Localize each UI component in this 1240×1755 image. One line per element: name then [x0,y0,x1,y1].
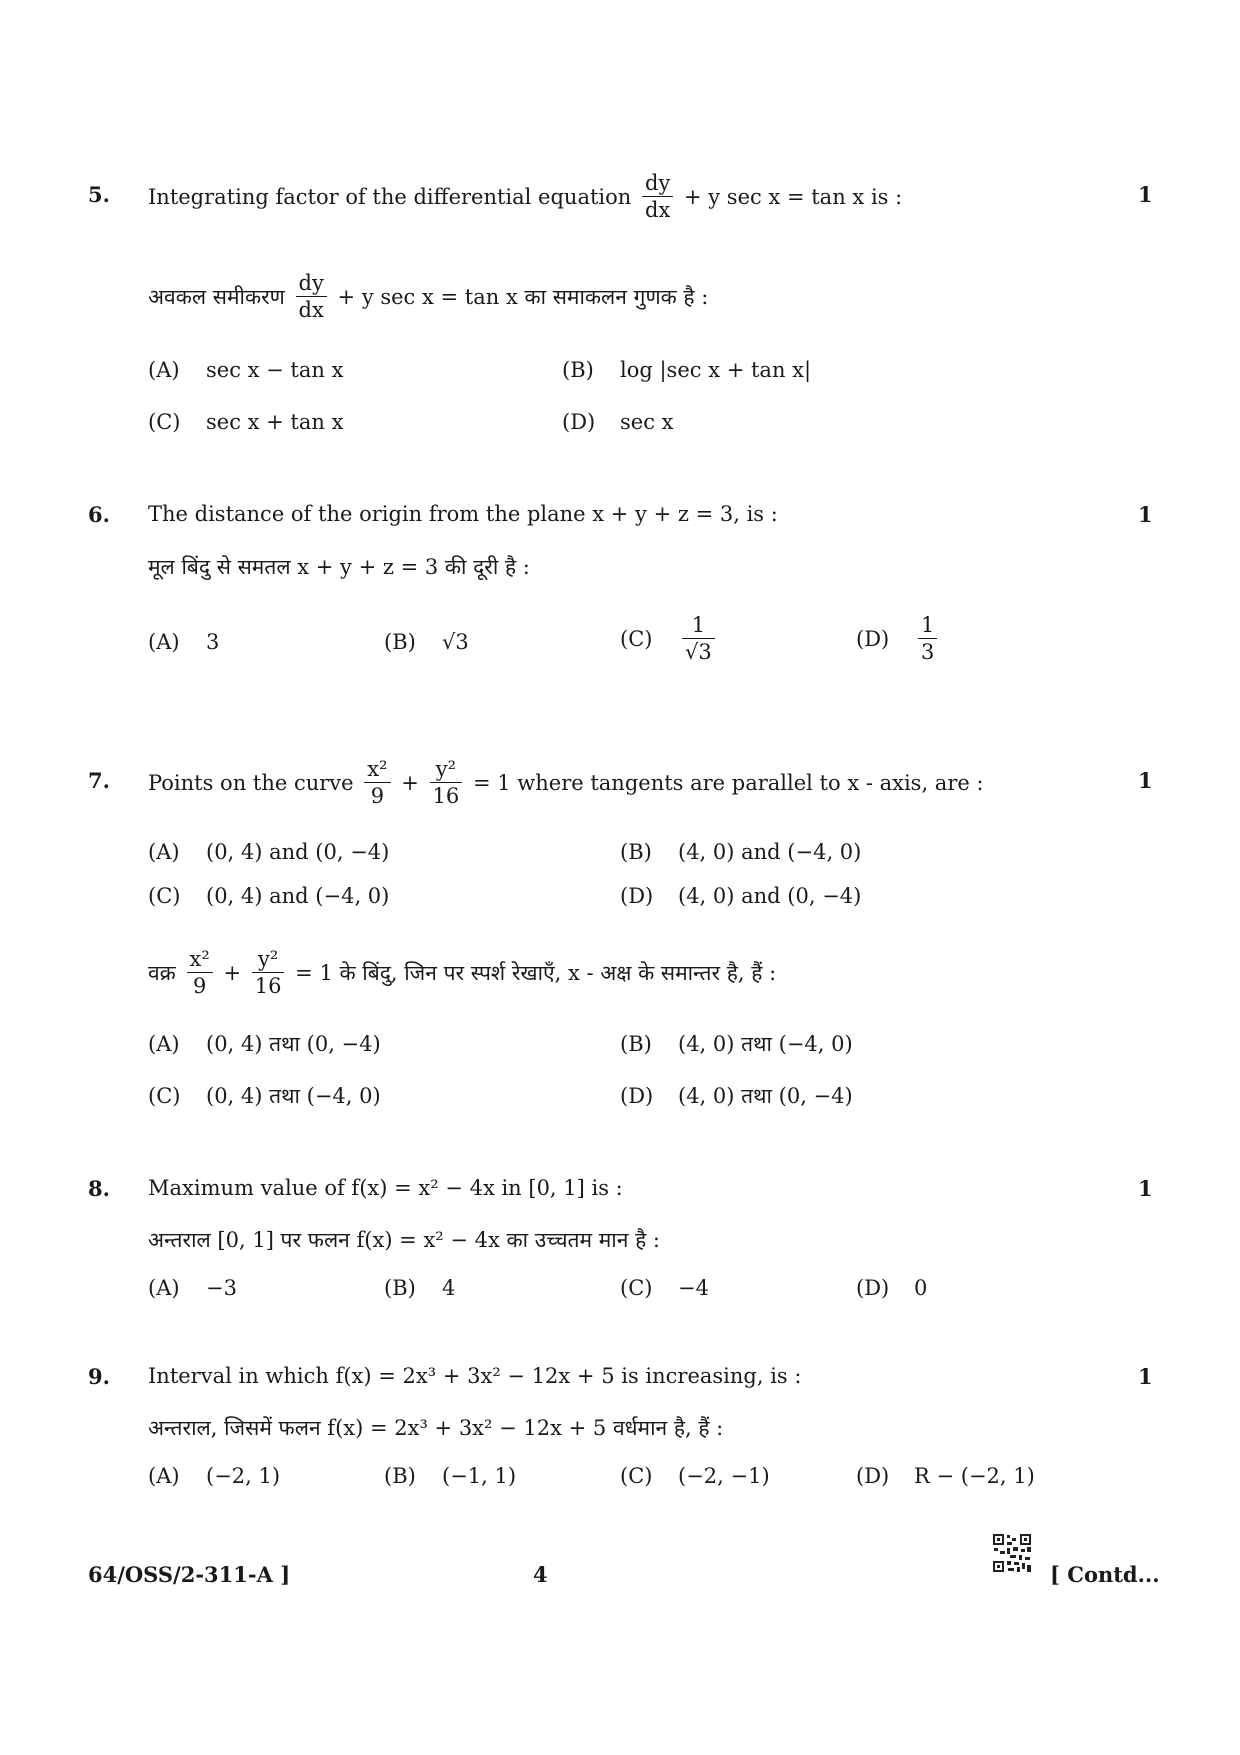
q5-hi-before: अवकल समीकरण [148,284,285,309]
paper-code: 64/OSS/2-311-A ] [88,1562,291,1587]
q6-option-a: (A) 3 [148,630,220,654]
q8-en-text: Maximum value of f(x) = x² − 4x in [0, 1] is : [148,1176,623,1200]
q8-marks: 1 [1138,1176,1153,1201]
q7-hi-option-a: (A) (0, 4) तथा (0, −4) [148,1032,381,1056]
q7-marks: 1 [1138,768,1153,793]
q5-en-after: is : [870,184,903,209]
q9-number: 9. [88,1364,110,1389]
q8-hi-text: अन्तराल [0, 1] पर फलन f(x) = x² − 4x का उच्चतम मान है : [148,1228,660,1252]
q7-hi-option-c: (C) (0, 4) तथा (−4, 0) [148,1084,381,1108]
page-number: 4 [533,1562,548,1587]
q6-marks: 1 [1138,502,1153,527]
q6-option-d: (D) $\frac{1}{3}$ [856,612,941,665]
q7-hi-after: के बिंदु, जिन पर स्पर्श रेखाएँ, x - अक्ष के समान्तर है, हैं : [339,960,777,985]
q7-hi-eq-rest: = 1 [295,960,333,985]
q9-option-c: (C) (−2, −1) [620,1464,770,1488]
q9-en-text: Interval in which f(x) = 2x³ + 3x² − 12x + 5 is increasing, is : [148,1364,802,1388]
q7-en-option-a: (A) (0, 4) and (0, −4) [148,840,390,864]
exam-page: 5. Integrating factor of the differential equation $\frac{dy}{dx}$ + y sec x = tan x is : 1 अवकल समीकरण $\frac{dy}{dx}$ + y sec x = tan x का समाकलन गुणक है : (A) sec x − tan x (B) log |sec x + tan x| (C) sec x + tan x (D) sec x 6. The distance of the origin from the plane x + y + z = 3, is : 1 मूल बिंदु से समतल x + y + z = 3 की दूरी है : (A) 3 (B) √3 (C) $\frac{1}{√3}$ (D) $\frac{1}{3}$ 7. Points on the curve $\frac{\text{x²}}{9}$ + $\frac{\text{y²}}{16}$ = 1 where tangents are parallel to x - axis, are : 1 (A) (0, 4) and (0, −4) (B) (4, 0) and (−4, 0) (C) (0, 4) and (−4, 0) (D) (4, 0) and (0, −4) वक्र $\frac{\text{x²}}{9}$ + $\frac{\text{y²}}{16}$ = 1 के बिंदु, जिन पर स्पर्श रेखाएँ, x - अक्ष के समान्तर है, हैं : (A) (0, 4) तथा (0, −4) (B) (4, 0) तथा (−4, 0) (C) (0, 4) तथा (−4, 0) (D) (4, 0) तथा (0, −4) 8. Maximum value of f(x) = x² − 4x in [0, 1] is : 1 अन्तराल [0, 1] पर फलन f(x) = x² − 4x का उच्चतम मान है : (A) −3 (B) 4 (C) −4 (D) 0 9. Interval in which f(x) = 2x³ + 3x² − 12x + 5 is increasing, is : 1 अन्तराल, जिसमें फलन f(x) = 2x³ + 3x² − 12x + 5 वर्धमान है, हैं : (A) (−2, 1) (B) (−1, 1) (C) (−2, −1) (D) R − (−2, 1) 64/OSS/2-311-A ] 4 [ Contd... [88,171,1160,1587]
q8-option-c: (C) −4 [620,1276,709,1300]
q8-option-d: (D) 0 [856,1276,928,1300]
q7-hi-fraction-y: $\frac{\text{y²}}{16}$ [252,946,285,999]
q8-number: 8. [88,1176,110,1201]
q9-option-a: (A) (−2, 1) [148,1464,281,1488]
q7-hi-fraction-x: $\frac{\text{x²}}{9}$ [187,946,213,999]
q6-option-c: (C) $\frac{1}{√3}$ [620,612,719,665]
q7-eq-rest: = 1 [472,770,511,795]
q6-number: 6. [88,502,110,527]
q5-hi-eq-rest: + y sec x = tan x [337,284,518,309]
q7-fraction-x: $\frac{\text{x²}}{9}$ [364,756,390,809]
q6-hi-text: मूल बिंदु से समतल x + y + z = 3 की दूरी है : [148,555,530,579]
q5-marks: 1 [1138,182,1153,207]
q5-en-before: Integrating factor of the differential equation [148,184,632,209]
q7-number: 7. [88,768,110,793]
q7-hi-option-b: (B) (4, 0) तथा (−4, 0) [620,1032,853,1056]
q7-hi-option-d: (D) (4, 0) तथा (0, −4) [620,1084,853,1108]
q6-en-text: The distance of the origin from the plane x + y + z = 3, is : [148,502,778,526]
q5-option-a: (A) sec x − tan x [148,358,344,382]
q7-hi-before: वक्र [148,960,176,985]
q5-fraction: $\frac{dy}{dx}$ [642,170,673,223]
q9-hi-text: अन्तराल, जिसमें फलन f(x) = 2x³ + 3x² − 12x + 5 वर्धमान है, हैं : [148,1416,724,1440]
q5-option-b: (B) log |sec x + tan x| [562,358,812,382]
contd-label: [ Contd... [1050,1562,1160,1587]
q7-en-option-d: (D) (4, 0) and (0, −4) [620,884,862,908]
q7-en-after: where tangents are parallel to x - axis, are : [517,770,984,795]
q5-option-d: (D) sec x [562,410,674,434]
q5-hi-fraction: $\frac{dy}{dx}$ [296,270,327,323]
q9-marks: 1 [1138,1364,1153,1389]
q8-option-a: (A) −3 [148,1276,237,1300]
q5-number: 5. [88,182,110,207]
q8-option-b: (B) 4 [384,1276,456,1300]
q5-hi-after: का समाकलन गुणक है : [524,284,709,309]
q6-option-b: (B) √3 [384,630,469,654]
q7-en-before: Points on the curve [148,770,354,795]
q7-fraction-y: $\frac{\text{y²}}{16}$ [430,756,463,809]
q9-option-b: (B) (−1, 1) [384,1464,517,1488]
q5-eq-rest: + y sec x = tan x [684,184,865,209]
qr-code-icon [992,1533,1032,1573]
q5-option-c: (C) sec x + tan x [148,410,344,434]
q9-option-d: (D) R − (−2, 1) [856,1464,1035,1488]
q7-en-option-c: (C) (0, 4) and (−4, 0) [148,884,390,908]
q7-en-option-b: (B) (4, 0) and (−4, 0) [620,840,862,864]
